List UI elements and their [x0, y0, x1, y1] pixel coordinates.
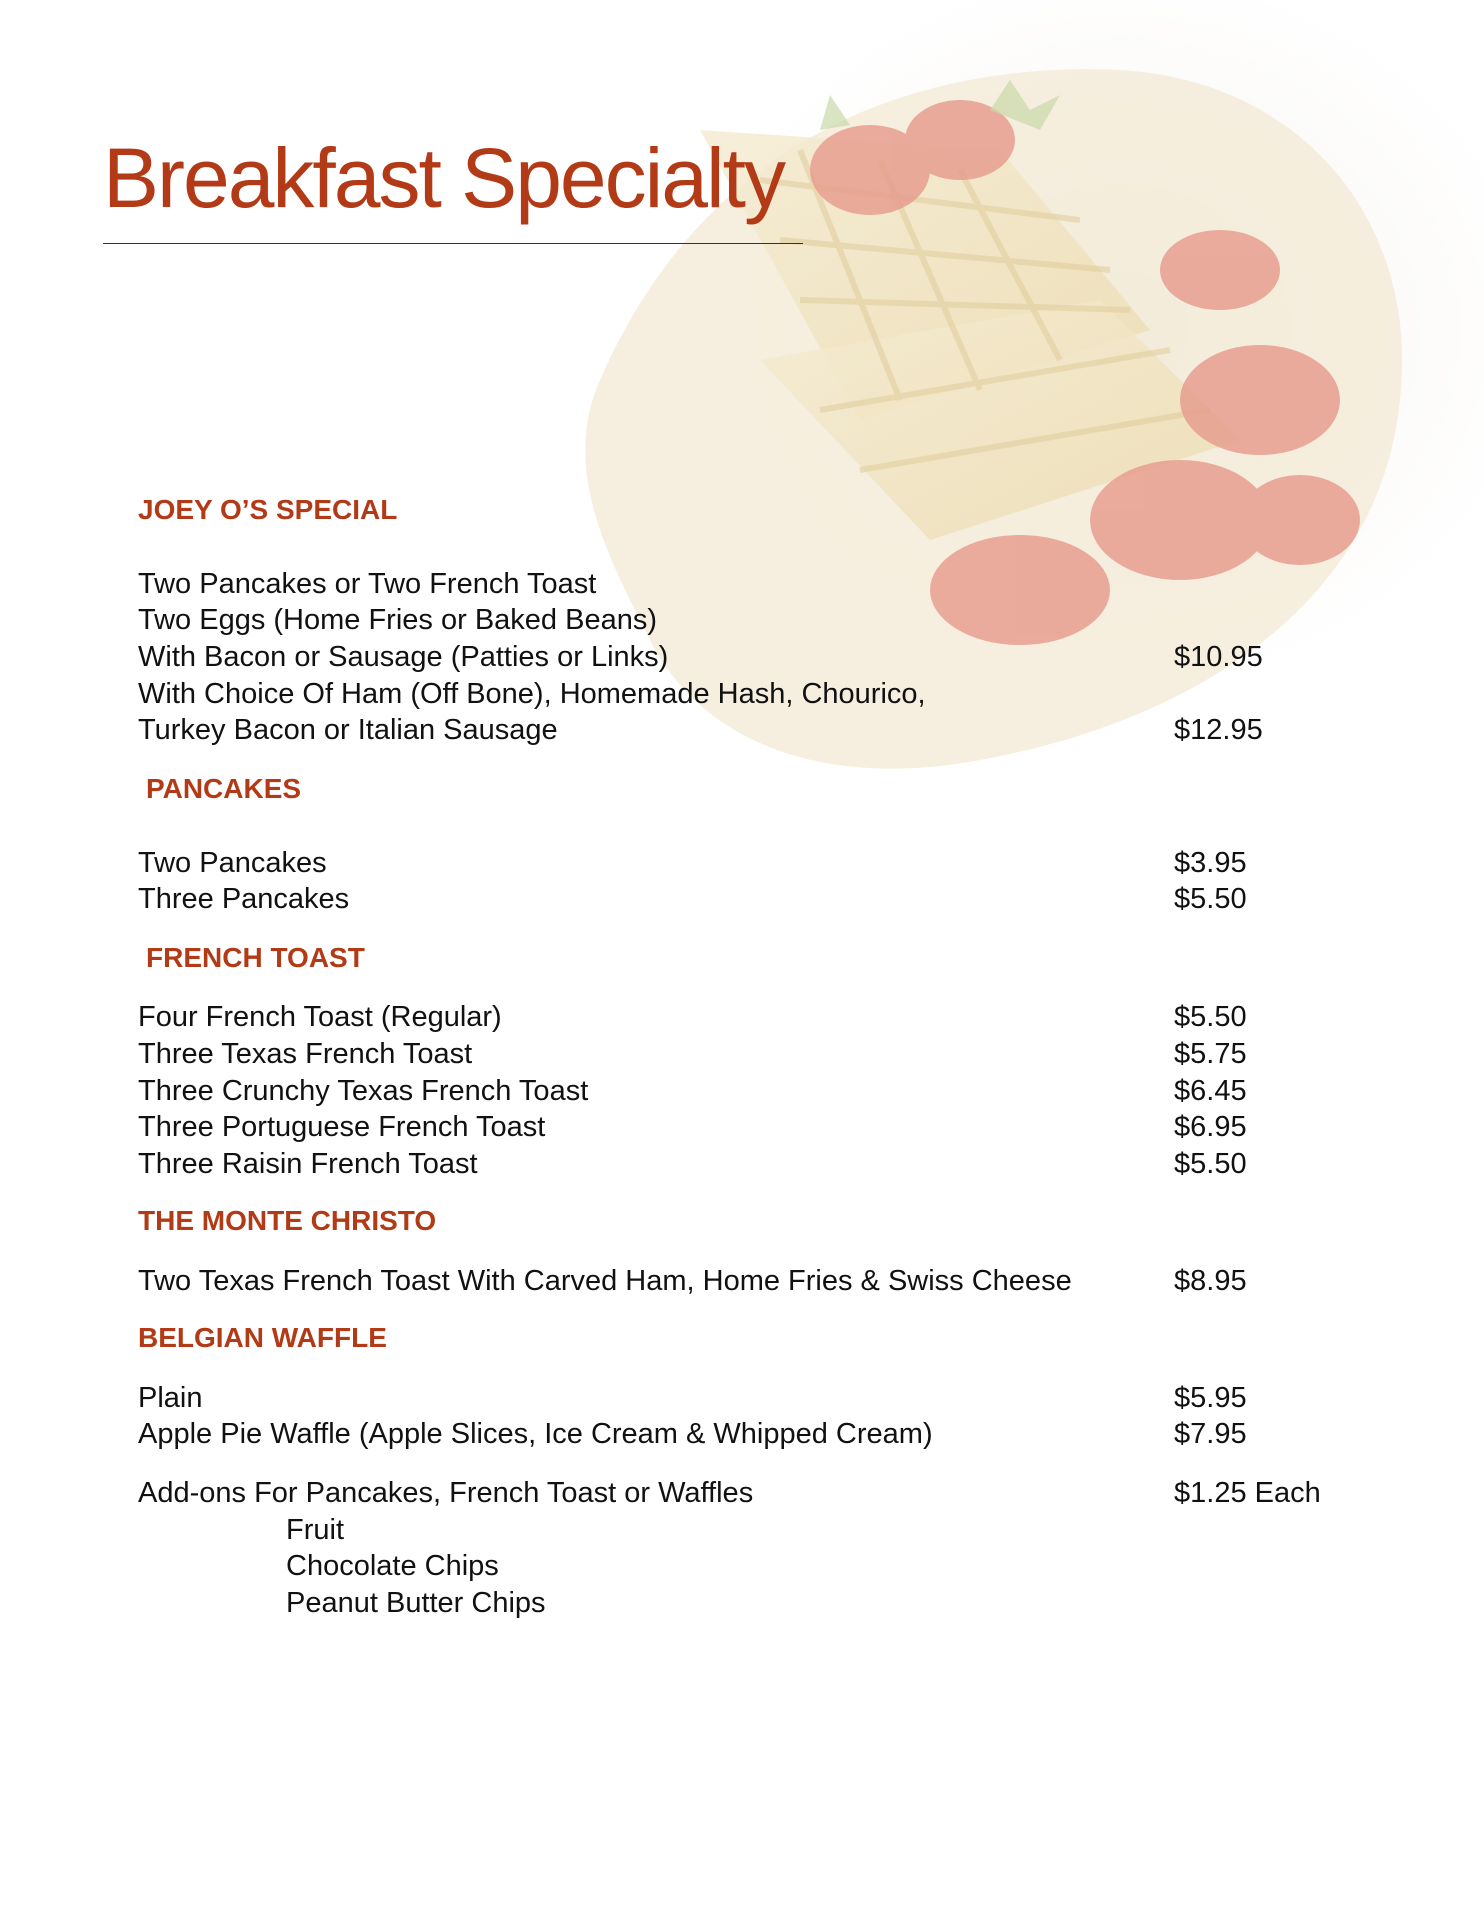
addon-name: Peanut Butter Chips	[286, 1587, 546, 1619]
item-name: Apple Pie Waffle (Apple Slices, Ice Cream & Whipped Cream)	[138, 1418, 933, 1450]
item-price: $10.95	[1174, 641, 1263, 673]
item-name: Three Portuguese French Toast	[138, 1111, 546, 1143]
item-name: Three Pancakes	[138, 883, 350, 915]
menu-item	[138, 999, 1338, 1035]
item-price: $6.45	[1174, 1075, 1247, 1107]
item-name: With Choice Of Ham (Off Bone), Homemade Hash, Chourico,	[138, 678, 926, 710]
item-price: $5.50	[1174, 883, 1247, 915]
menu-item	[138, 712, 1338, 748]
item-price: $5.50	[1174, 1148, 1247, 1180]
menu-item	[138, 639, 1338, 675]
addon-name: Fruit	[286, 1514, 344, 1546]
addons-price: $1.25 Each	[1174, 1477, 1321, 1509]
addons-label: Add-ons For Pancakes, French Toast or Waffles	[138, 1477, 754, 1509]
item-name: Four French Toast (Regular)	[138, 1001, 502, 1033]
menu-item	[138, 676, 1338, 712]
menu-item	[138, 1109, 1338, 1145]
item-name: Three Raisin French Toast	[138, 1148, 478, 1180]
section-heading-pancakes: PANCAKES	[146, 773, 302, 804]
item-name: Two Eggs (Home Fries or Baked Beans)	[138, 604, 657, 636]
menu-item	[138, 1380, 1338, 1416]
section-heading-monte-christo: THE MONTE CHRISTO	[138, 1205, 437, 1236]
item-name: With Bacon or Sausage (Patties or Links)	[138, 641, 669, 673]
item-price: $3.95	[1174, 847, 1247, 879]
title-underline	[103, 243, 803, 244]
menu-item	[138, 845, 1338, 881]
page-title: Breakfast Specialty	[103, 131, 785, 225]
menu-item	[138, 881, 1338, 917]
item-name: Three Crunchy Texas French Toast	[138, 1075, 589, 1107]
item-price: $8.95	[1174, 1265, 1247, 1297]
item-name: Turkey Bacon or Italian Sausage	[138, 714, 558, 746]
section-heading-belgian-waffle: BELGIAN WAFFLE	[138, 1322, 387, 1353]
menu-item	[138, 602, 1338, 638]
item-price: $7.95	[1174, 1418, 1247, 1450]
menu-item	[138, 1036, 1338, 1072]
item-name: Two Pancakes or Two French Toast	[138, 568, 597, 600]
item-name: Plain	[138, 1382, 203, 1414]
section-heading-french-toast: FRENCH TOAST	[146, 942, 365, 973]
addon-item	[286, 1548, 1484, 1584]
menu-item	[138, 566, 1338, 602]
item-price: $6.95	[1174, 1111, 1247, 1143]
addons-line	[138, 1475, 1338, 1511]
item-name: Two Pancakes	[138, 847, 327, 879]
addon-name: Chocolate Chips	[286, 1550, 499, 1582]
item-price: $5.50	[1174, 1001, 1247, 1033]
menu-item	[138, 1073, 1338, 1109]
item-price: $5.95	[1174, 1382, 1247, 1414]
item-price: $5.75	[1174, 1038, 1247, 1070]
item-name: Two Texas French Toast With Carved Ham, Home Fries & Swiss Cheese	[138, 1265, 1072, 1297]
menu-item	[138, 1416, 1338, 1452]
menu-item	[138, 1263, 1338, 1299]
section-heading-joey-os-special: JOEY O’S SPECIAL	[138, 494, 398, 525]
addon-item	[286, 1585, 1484, 1621]
item-name: Three Texas French Toast	[138, 1038, 473, 1070]
addon-item	[286, 1512, 1484, 1548]
item-price: $12.95	[1174, 714, 1263, 746]
menu-item	[138, 1146, 1338, 1182]
